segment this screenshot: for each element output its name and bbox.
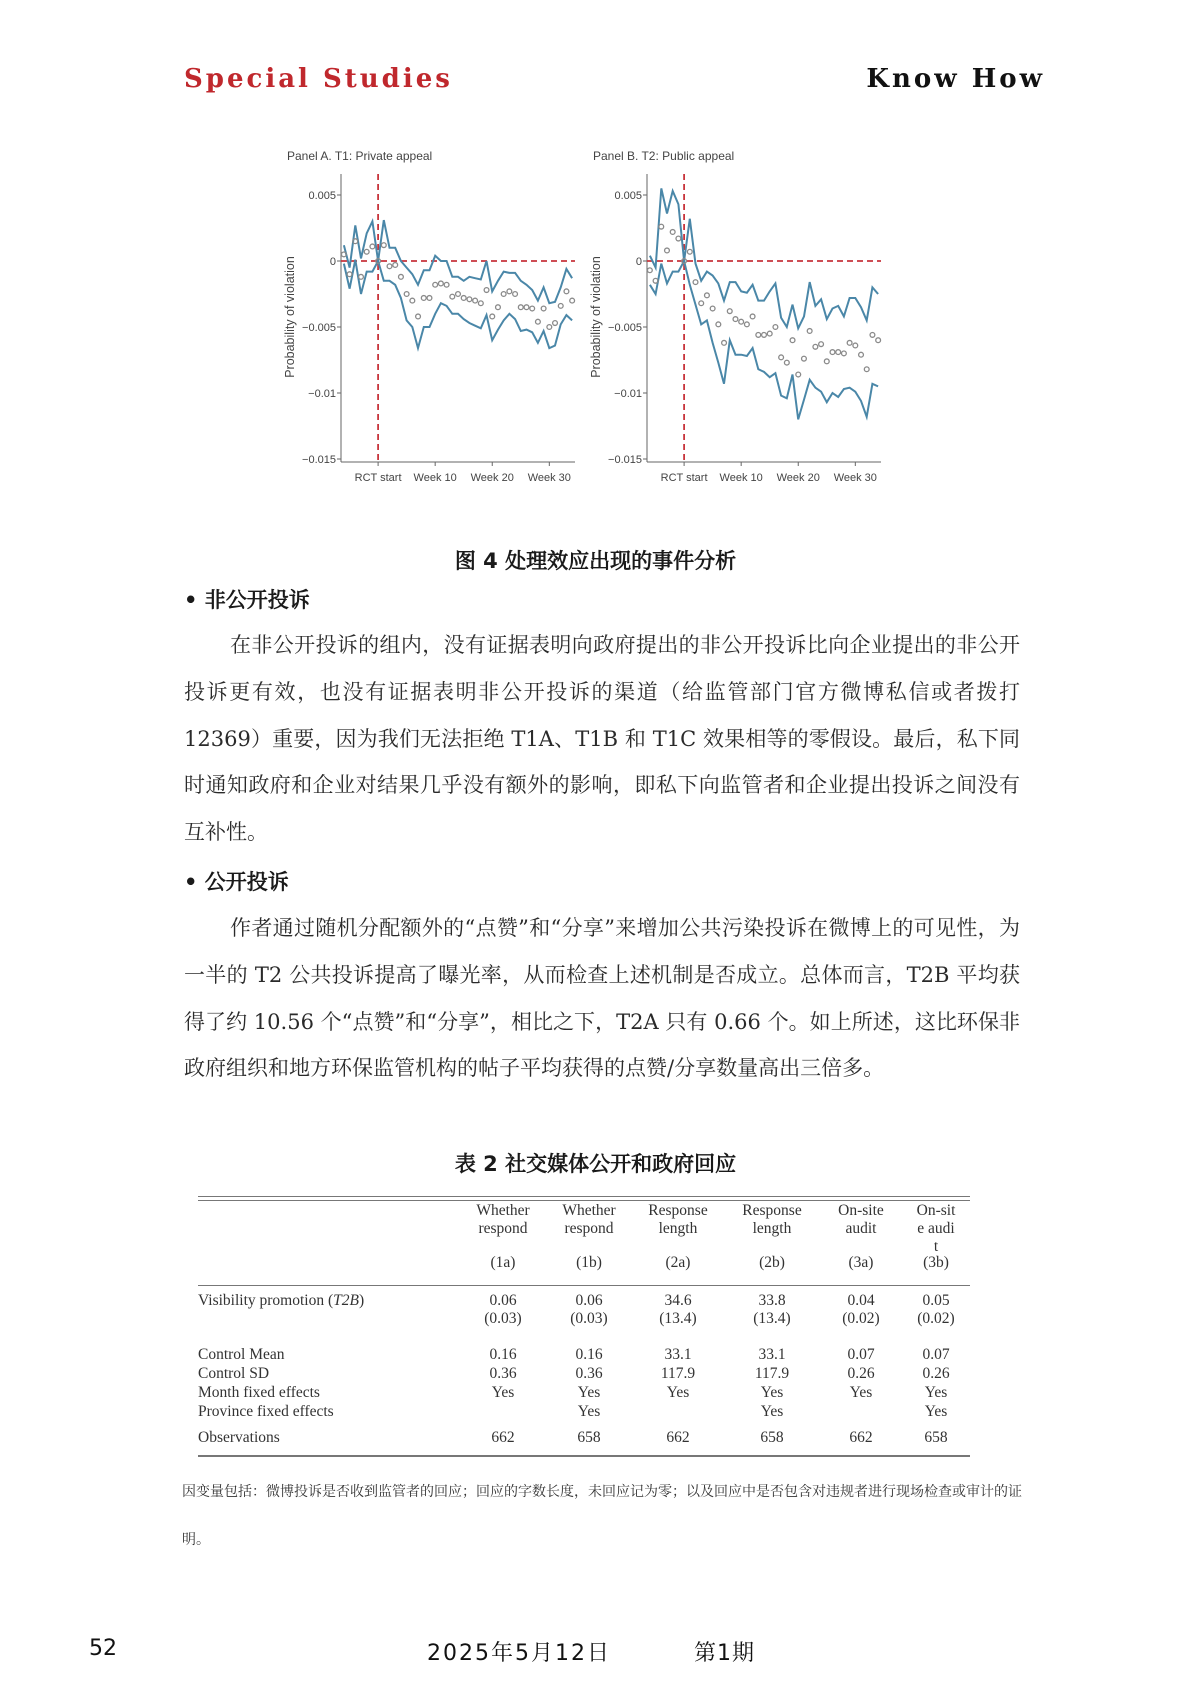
point-estimate-marker [847, 340, 852, 345]
section-heading-private: • 非公开投诉 [184, 588, 310, 612]
point-estimate-marker [773, 325, 778, 330]
chart-title: Panel B. T2: Public appeal [593, 150, 735, 163]
col-id: (3b) [923, 1254, 949, 1271]
point-estimate-marker [756, 333, 761, 338]
point-estimate-marker [501, 292, 506, 297]
point-estimate-marker [693, 280, 698, 285]
point-estimate-marker [722, 340, 727, 345]
y-tick-label: −0.005 [608, 322, 642, 334]
table-rule-bottom [198, 1455, 970, 1457]
paragraph-public [184, 905, 1020, 1092]
col-id: (1a) [490, 1254, 516, 1271]
table-row [198, 1384, 970, 1403]
treatment-label: Visibility promotion ( [198, 1292, 334, 1309]
table-col-header [546, 1198, 632, 1286]
point-estimate-marker [490, 314, 495, 319]
page-number: 52 [89, 1636, 117, 1661]
y-tick-label: 0.005 [614, 190, 642, 202]
cell: (0.03) [484, 1310, 522, 1327]
table-header-blank [198, 1198, 460, 1286]
point-estimate-marker [750, 314, 755, 319]
paragraph-public-text: 作者通过随机分配额外的“点赞”和“分享”来增加公共污染投诉在微博上的可见性，为一半的 T2 公共投诉提高了曝光率，从而检查上述机制是否成立。总体而言，T2B 平均获得了约 10.56 个“点赞”和“分享”，相比之下，T2A 只有 0.66 个。如上所述，这比环保非政府组织和地方环保监管机构的帖子平均获得的点赞/分享数量高出三倍多。 [184, 916, 1020, 1081]
point-estimate-marker [387, 264, 392, 269]
table-rule-top-1 [198, 1196, 970, 1197]
point-estimate-marker [710, 306, 715, 311]
col-id: (2b) [759, 1254, 785, 1271]
col-name: Whether respond [562, 1202, 616, 1237]
regression-table [198, 1198, 970, 1449]
table-header-row [198, 1198, 970, 1286]
point-estimate-marker [687, 249, 692, 254]
point-estimate-marker [547, 325, 552, 330]
row-label-blank [198, 1310, 460, 1346]
point-estimate-marker [461, 296, 466, 301]
point-estimate-marker [467, 297, 472, 302]
cell [632, 1403, 724, 1425]
table-row-coef [198, 1286, 970, 1310]
table-footnote: 因变量包括：微博投诉是否收到监管者的回应；回应的字数长度，未回应记为零；以及回应中是否包含对违规者进行现场检查或审计的证明。 [182, 1484, 1022, 1548]
point-estimate-marker [456, 292, 461, 297]
point-estimate-marker [665, 248, 670, 253]
point-estimate-marker [859, 352, 864, 357]
cell: Yes [491, 1384, 515, 1401]
x-tick-label: RCT start [354, 472, 402, 484]
y-tick-label: 0 [635, 256, 642, 268]
cell: 0.04 [847, 1292, 875, 1309]
table-col-header [902, 1198, 970, 1286]
col-name: On-site audit [838, 1202, 884, 1237]
point-estimate-marker [404, 292, 409, 297]
cell: 0.36 [489, 1365, 517, 1382]
cell: 33.1 [758, 1346, 786, 1363]
cell: 662 [491, 1429, 515, 1446]
point-estimate-marker [518, 305, 523, 310]
cell: 0.07 [847, 1346, 875, 1363]
point-estimate-marker [496, 305, 501, 310]
cell: Yes [666, 1384, 690, 1401]
point-estimate-marker [767, 331, 772, 336]
cell: 658 [760, 1429, 784, 1446]
col-id: (1b) [576, 1254, 602, 1271]
y-tick-label: −0.015 [608, 454, 642, 466]
cell: (13.4) [659, 1310, 697, 1327]
table-row-se [198, 1310, 970, 1346]
y-tick-label: −0.015 [302, 454, 336, 466]
point-estimate-marker [744, 322, 749, 327]
point-estimate-marker [370, 244, 375, 249]
point-estimate-marker [450, 294, 455, 299]
point-estimate-marker [347, 272, 352, 277]
point-estimate-marker [739, 319, 744, 324]
point-estimate-marker [478, 301, 483, 306]
cell: Yes [577, 1384, 601, 1401]
x-tick-label: Week 20 [776, 472, 820, 484]
row-label: Month fixed effects [198, 1384, 320, 1401]
point-estimate-marker [796, 372, 801, 377]
cell: (0.02) [917, 1310, 955, 1327]
point-estimate-marker [802, 356, 807, 361]
treatment-close: ) [358, 1292, 365, 1309]
point-estimate-marker [842, 351, 847, 356]
point-estimate-marker [473, 298, 478, 303]
point-estimate-marker [513, 292, 518, 297]
point-estimate-marker [876, 338, 881, 343]
cell: 0.06 [489, 1292, 517, 1309]
point-estimate-marker [399, 274, 404, 279]
point-estimate-marker [670, 230, 675, 235]
cell: (13.4) [753, 1310, 791, 1327]
x-tick-label: Week 10 [413, 472, 457, 484]
point-estimate-marker [784, 360, 789, 365]
cell: 662 [849, 1429, 873, 1446]
cell: (0.02) [842, 1310, 880, 1327]
point-estimate-marker [364, 249, 369, 254]
point-estimate-marker [381, 243, 386, 248]
x-tick-label: Week 30 [833, 472, 877, 484]
table-col-header [460, 1198, 546, 1286]
cell: 33.8 [758, 1292, 786, 1309]
point-estimate-marker [864, 367, 869, 372]
point-estimate-marker [541, 306, 546, 311]
point-estimate-marker [507, 289, 512, 294]
cell: 33.1 [664, 1346, 692, 1363]
point-estimate-marker [410, 298, 415, 303]
point-estimate-marker [659, 224, 664, 229]
point-estimate-marker [807, 329, 812, 334]
cell: Yes [924, 1384, 948, 1401]
x-tick-label: Week 20 [470, 472, 514, 484]
point-estimate-marker [676, 236, 681, 241]
point-estimate-marker [853, 343, 858, 348]
point-estimate-marker [824, 359, 829, 364]
point-estimate-marker [421, 296, 426, 301]
point-estimate-marker [570, 298, 575, 303]
col-id: (2a) [665, 1254, 691, 1271]
point-estimate-marker [813, 344, 818, 349]
point-estimate-marker [790, 338, 795, 343]
row-label: Province fixed effects [198, 1403, 334, 1420]
point-estimate-marker [564, 289, 569, 294]
figure-caption: 图 4 处理效应出现的事件分析 [454, 549, 737, 573]
point-estimate-marker [530, 306, 535, 311]
col-name: On-site audit [916, 1202, 956, 1255]
cell: 0.06 [575, 1292, 603, 1309]
table-col-header [632, 1198, 724, 1286]
table-title: 表 2 社交媒体公开和政府回应 [454, 1152, 737, 1176]
table-row [198, 1403, 970, 1425]
point-estimate-marker [830, 350, 835, 355]
cell: 0.26 [922, 1365, 950, 1382]
point-estimate-marker [444, 282, 449, 287]
point-estimate-marker [836, 350, 841, 355]
col-id: (3a) [848, 1254, 874, 1271]
point-estimate-marker [699, 301, 704, 306]
point-estimate-marker [870, 333, 875, 338]
row-label [198, 1286, 460, 1310]
point-estimate-marker [484, 288, 489, 293]
cell: Yes [577, 1403, 601, 1420]
point-estimate-marker [558, 303, 563, 308]
y-tick-label: 0.005 [308, 190, 336, 202]
y-tick-label: −0.005 [302, 322, 336, 334]
cell: Yes [760, 1403, 784, 1420]
point-estimate-marker [393, 263, 398, 268]
y-tick-label: 0 [329, 256, 336, 268]
y-axis-label: Probability of violation [283, 256, 297, 378]
cell: Yes [924, 1403, 948, 1420]
point-estimate-marker [524, 305, 529, 310]
cell: 662 [666, 1429, 690, 1446]
chart-panel-a [270, 150, 580, 490]
section-title: Special Studies [184, 64, 453, 94]
y-axis-label: Probability of violation [589, 256, 603, 378]
cell [820, 1403, 902, 1425]
point-estimate-marker [733, 317, 738, 322]
table-row-observations [198, 1425, 970, 1449]
row-label: Control Mean [198, 1346, 285, 1363]
y-tick-label: −0.01 [614, 388, 642, 400]
cell: 0.16 [489, 1346, 517, 1363]
col-name: Response length [648, 1202, 708, 1237]
y-tick-label: −0.01 [308, 388, 336, 400]
cell: 658 [924, 1429, 948, 1446]
point-estimate-marker [819, 342, 824, 347]
paragraph-private-text: 在非公开投诉的组内，没有证据表明向政府提出的非公开投诉比向企业提出的非公开投诉更有效，也没有证据表明非公开投诉的渠道（给监管部门官方微博私信或者拨打 12369）重要，因为我们无法拒绝 T1A、T1B 和 T1C 效果相等的零假设。最后，私下同时通知政府和企业对结果几乎没有额外的影响，即私下向监管者和企业提出投诉之间没有互补性。 [184, 633, 1020, 845]
point-estimate-marker [427, 296, 432, 301]
section-heading-public: • 公开投诉 [184, 870, 289, 894]
cell: 117.9 [754, 1365, 790, 1382]
chart-title: Panel A. T1: Private appeal [287, 150, 433, 163]
issue-date: 2025年5月12日 [427, 1641, 611, 1666]
point-estimate-marker [762, 333, 767, 338]
point-estimate-marker [705, 293, 710, 298]
x-tick-label: Week 30 [527, 472, 571, 484]
cell: 0.16 [575, 1346, 603, 1363]
cell: 0.36 [575, 1365, 603, 1382]
point-estimate-marker [536, 319, 541, 324]
col-name: Whether respond [476, 1202, 530, 1237]
paragraph-private [184, 622, 1020, 856]
point-estimate-marker [438, 281, 443, 286]
point-estimate-marker [716, 322, 721, 327]
point-estimate-marker [359, 274, 364, 279]
point-estimate-marker [433, 282, 438, 287]
point-estimate-marker [553, 321, 558, 326]
col-name: Response length [742, 1202, 802, 1237]
row-label: Control SD [198, 1365, 270, 1382]
cell: 0.07 [922, 1346, 950, 1363]
point-estimate-marker [647, 268, 652, 273]
point-estimate-marker [727, 309, 732, 314]
point-estimate-marker [416, 314, 421, 319]
cell [460, 1403, 546, 1425]
x-tick-label: Week 10 [719, 472, 763, 484]
issue-number: 第1期 [694, 1641, 755, 1666]
point-estimate-marker [779, 355, 784, 360]
cell: 117.9 [660, 1365, 696, 1382]
cell: (0.03) [570, 1310, 608, 1327]
cell: 658 [577, 1429, 601, 1446]
table-col-header [724, 1198, 820, 1286]
table-row [198, 1346, 970, 1365]
cell: Yes [849, 1384, 873, 1401]
cell: 34.6 [664, 1292, 692, 1309]
cell: Yes [760, 1384, 784, 1401]
table-row [198, 1365, 970, 1384]
x-tick-label: RCT start [660, 472, 708, 484]
treatment-var: T2B [333, 1292, 359, 1309]
column-title: Know How [866, 64, 1045, 94]
row-label: Observations [198, 1429, 280, 1446]
table-col-header [820, 1198, 902, 1286]
chart-panel-b [576, 150, 886, 490]
cell: 0.26 [847, 1365, 875, 1382]
cell: 0.05 [922, 1292, 950, 1309]
